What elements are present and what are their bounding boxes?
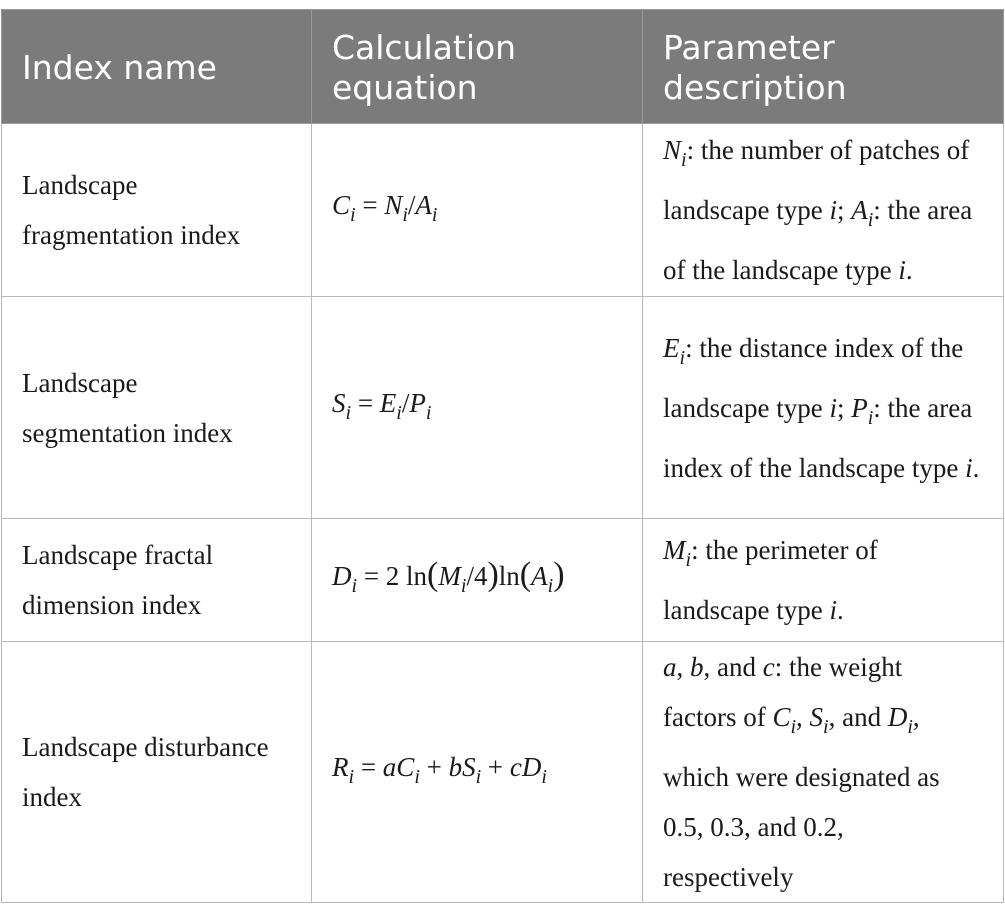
equation-fractal: $D_i = 2$ $\ln(M_i/4)\ln(A_i)$ [332,555,565,597]
table-row [2,642,1004,903]
index-name-cell [2,297,312,519]
description-disturbance: a, b, and c: the weight factors of $C_i$, $S_i$, and $D_i$, which were designated as 0.5, 0.3, and 0.2, respectively [663,652,940,892]
equation-fragmentation: $C_i = N_i/A_i$ [332,190,438,226]
index-name-cell [2,519,312,642]
description-cell [643,297,1004,519]
description-fractal: $M_i$: the perimeter of landscape type i. [663,535,878,625]
index-name: Landscape disturbance index [22,732,269,812]
index-table [1,9,1004,903]
index-name-cell [2,124,312,297]
table-row [2,124,1004,297]
description-cell [643,519,1004,642]
index-name: Landscape fractal dimension index [22,540,214,620]
table-row [2,297,1004,519]
description-cell [643,124,1004,297]
index-name: Landscape fragmentation index [22,170,241,250]
description-cell [643,642,1004,903]
header-parameter-description-text: Parameter description [663,28,847,107]
equation-segmentation: $S_i = E_i/P_i$ [332,387,432,424]
header-calculation-equation-text: Calculation equation [332,28,517,107]
header-calculation-equation [312,10,643,124]
header-index-name: Index name [2,10,312,124]
equation-disturbance: $R_i = aC_i + bS_i + cD_i$ [332,752,547,788]
equation-cell [312,297,643,519]
index-name-cell [2,642,312,903]
table-row [2,519,1004,642]
header-parameter-description [643,10,1004,124]
description-fragmentation: $N_i$: the number of patches of landscape type i; $A_i$: the area of the landscape type i. [663,135,973,285]
equation-cell [312,519,643,642]
equation-cell [312,642,643,903]
table-header [2,10,1004,124]
index-name: Landscape segmentation index [22,367,233,448]
equation-cell [312,124,643,297]
description-segmentation: $E_i$: the distance index of the landscape type i; $P_i$: the area index of the landscape type i. [663,332,980,483]
